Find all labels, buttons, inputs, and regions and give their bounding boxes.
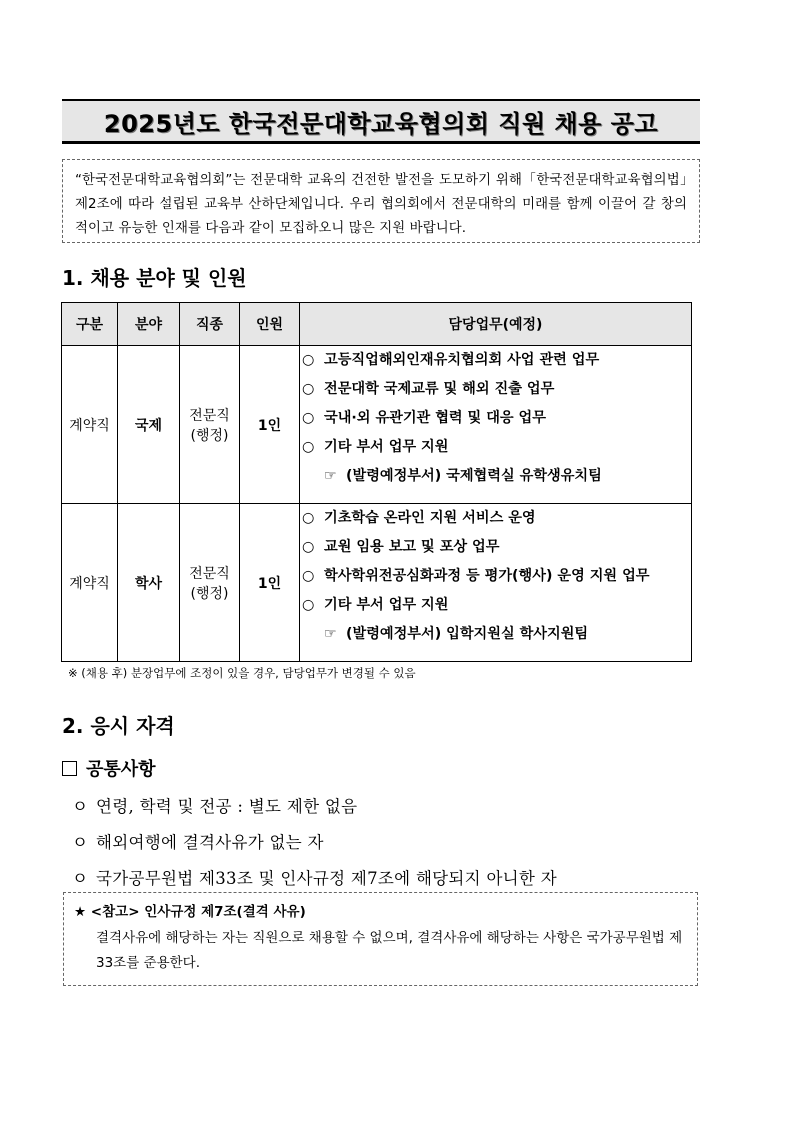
bullet-icon: ㅇ	[72, 869, 89, 888]
intro-paragraph: “한국전문대학교육협의회”는 전문대학 교육의 건전한 발전을 도모하기 위해「한국전문대학교육협의법」제2조에 따라 설립된 교육부 산하단체입니다. 우리 협의회에서 전문대학의 미래를 함께 이끌어 갈 창의적이고 유능한 인재를 다음과 같이 모집하오니 많은 지원 바랍니다.	[62, 159, 700, 243]
cell-job-type	[180, 346, 240, 504]
header-headcount: 인원	[240, 303, 300, 346]
cell-headcount: 1인	[240, 346, 300, 504]
cell-category: 계약직	[62, 504, 118, 662]
header-field: 분야	[118, 303, 180, 346]
qualification-item: ㅇ 국가공무원법 제33조 및 인사규정 제7조에 해당되지 아니한 자	[72, 865, 557, 889]
circle-bullet-icon: ○	[302, 352, 315, 368]
pointing-hand-icon: ☞	[324, 626, 337, 642]
cell-field: 국제	[118, 346, 180, 504]
table-header-row	[62, 303, 692, 346]
job-type-line: (행정)	[190, 585, 229, 602]
duty-item: ○ 기타 부서 업무 지원	[300, 591, 691, 620]
assigned-department: ☞ (발령예정부서) 국제협력실 유학생유치팀	[300, 462, 691, 491]
cell-duties	[300, 504, 692, 662]
duty-item: ○ 전문대학 국제교류 및 해외 진출 업무	[300, 375, 691, 404]
cell-job-type	[180, 504, 240, 662]
pointing-hand-icon: ☞	[324, 468, 337, 484]
circle-bullet-icon: ○	[302, 439, 315, 455]
assigned-department: ☞ (발령예정부서) 입학지원실 학사지원팀	[300, 620, 691, 649]
common-requirements-heading: 공통사항	[62, 755, 156, 781]
page-title-banner	[62, 99, 700, 144]
duty-item: ○ 기타 부서 업무 지원	[300, 433, 691, 462]
cell-headcount: 1인	[240, 504, 300, 662]
bullet-icon: ㅇ	[72, 797, 89, 816]
circle-bullet-icon: ○	[302, 597, 315, 613]
circle-bullet-icon: ○	[302, 381, 315, 397]
section-1-heading: 1. 채용 분야 및 인원	[62, 266, 247, 290]
cell-category: 계약직	[62, 346, 118, 504]
circle-bullet-icon: ○	[302, 410, 315, 426]
header-job-type: 직종	[180, 303, 240, 346]
duty-item: ○ 학사학위전공심화과정 등 평가(행사) 운영 지원 업무	[300, 562, 691, 591]
circle-bullet-icon: ○	[302, 539, 315, 555]
bullet-icon: ㅇ	[72, 833, 89, 852]
qualification-item: ㅇ 연령, 학력 및 전공 : 별도 제한 없음	[72, 793, 357, 817]
duty-item: ○ 고등직업해외인재유치협의회 사업 관련 업무	[300, 346, 691, 375]
qualification-item: ㅇ 해외여행에 결격사유가 없는 자	[72, 829, 324, 853]
cell-duties	[300, 346, 692, 504]
cell-field: 학사	[118, 504, 180, 662]
job-type-line: 전문직	[189, 407, 230, 424]
section-2-heading: 2. 응시 자격	[62, 714, 175, 738]
reference-body: 결격사유에 해당하는 자는 직원으로 채용할 수 없으며, 결격사유에 해당하는 사항은 국가공무원법 제33조를 준용한다.	[96, 930, 683, 971]
page-title: 2025년도 한국전문대학교육협의회 직원 채용 공고	[103, 109, 659, 138]
header-category: 구분	[62, 303, 118, 346]
reference-title: ★ <참고> 인사규정 제7조(결격 사유)	[74, 904, 306, 920]
table-row	[62, 346, 692, 504]
table-row	[62, 504, 692, 662]
circle-bullet-icon: ○	[302, 510, 315, 526]
table-footnote: ※ (채용 후) 분장업무에 조정이 있을 경우, 담당업무가 변경될 수 있음	[68, 666, 416, 680]
reference-box	[63, 892, 698, 986]
recruitment-table	[61, 302, 692, 662]
circle-bullet-icon: ○	[302, 568, 315, 584]
header-duties: 담당업무(예정)	[300, 303, 692, 346]
duty-item: ○ 교원 임용 보고 및 포상 업무	[300, 533, 691, 562]
duty-item: ○ 국내·외 유관기관 협력 및 대응 업무	[300, 404, 691, 433]
checkbox-square-icon	[62, 761, 77, 776]
job-type-line: (행정)	[190, 427, 229, 444]
job-type-line: 전문직	[189, 565, 230, 582]
duty-item: ○ 기초학습 온라인 지원 서비스 운영	[300, 504, 691, 533]
